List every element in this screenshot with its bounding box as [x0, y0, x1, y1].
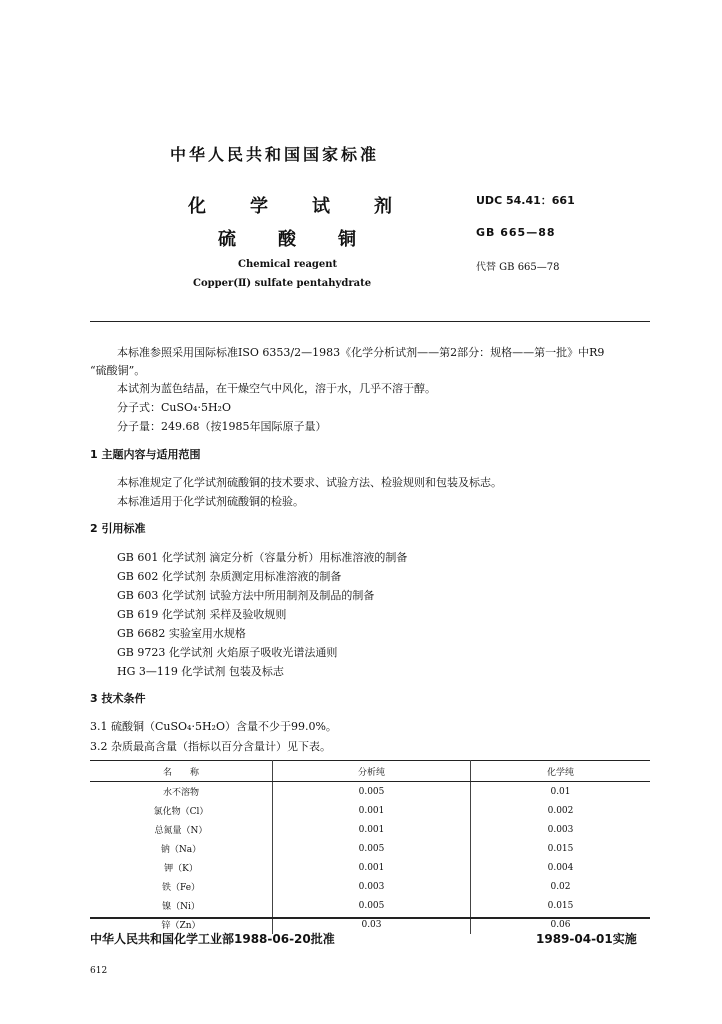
item-3-1: 3.1 硫酸铜（CuSO₄·5H₂O）含量不少于99.0%。 — [90, 720, 337, 733]
section-3-heading: 3 技术条件 — [90, 692, 146, 705]
molecular-weight: 分子量：249.68（按1985年国际原子量） — [117, 420, 327, 433]
table-cell: 0.02 — [550, 881, 571, 892]
reference-item: GB 6682 实验室用水规格 — [117, 627, 246, 640]
table-cell: 0.003 — [273, 877, 471, 896]
table-cell: 总氮量（N） — [90, 820, 273, 839]
table-row — [90, 896, 650, 915]
approval-statement: 中华人民共和国化学工业部1988-06-20批准 — [90, 932, 335, 946]
title-chemical-reagent: 化学试剂 — [188, 196, 436, 217]
table-cell: 0.06 — [550, 919, 571, 930]
reference-item: GB 601 化学试剂 滴定分析（容量分析）用标准溶液的制备 — [117, 551, 408, 564]
table-row — [90, 820, 650, 839]
table-cell: 0.01 — [550, 786, 571, 797]
table-row — [90, 839, 650, 858]
table-cell: 0.004 — [547, 862, 574, 873]
table-cell: 氯化物（Cl） — [90, 801, 273, 820]
table-cell: 0.03 — [273, 915, 471, 934]
table-cell: 水不溶物 — [90, 782, 273, 802]
table-cell: 0.005 — [273, 839, 471, 858]
intro-line-2: “硫酸铜”。 — [90, 364, 146, 377]
table-cell: 钾（K） — [90, 858, 273, 877]
footer-divider — [90, 917, 650, 919]
column-header-analytical-grade: 分析纯 — [273, 761, 471, 782]
udc-code: UDC 54.41：661 — [476, 194, 575, 207]
table-cell: 0.003 — [547, 824, 574, 835]
table-cell: 0.001 — [273, 858, 471, 877]
column-header-name: 名 称 — [90, 761, 273, 782]
reference-item: HG 3—119 化学试剂 包装及标志 — [117, 665, 284, 678]
intro-line-3: 本试剂为蓝色结晶，在干燥空气中风化，溶于水，几乎不溶于醇。 — [117, 382, 436, 395]
title-copper-sulfate: 硫酸铜 — [218, 229, 398, 250]
table-cell: 钠（Na） — [90, 839, 273, 858]
impurity-table — [90, 760, 650, 934]
gb-number: GB 665—88 — [476, 226, 556, 239]
reference-item: GB 603 化学试剂 试验方法中所用制剂及制品的制备 — [117, 589, 375, 602]
table-cell: 0.015 — [547, 843, 574, 854]
table-row — [90, 782, 650, 802]
replaces-standard: 代替 GB 665—78 — [476, 262, 560, 273]
item-3-2: 3.2 杂质最高含量（指标以百分含量计）见下表。 — [90, 740, 331, 753]
reference-item: GB 602 化学试剂 杂质测定用标准溶液的制备 — [117, 570, 342, 583]
english-title-line1: Chemical reagent — [238, 259, 338, 270]
reference-item: GB 9723 化学试剂 火焰原子吸收光谱法通则 — [117, 646, 338, 659]
table-row — [90, 801, 650, 820]
section-1-heading: 1 主题内容与适用范围 — [90, 448, 201, 461]
header-divider — [90, 321, 650, 322]
column-header-chemical-grade: 化学纯 — [471, 761, 651, 782]
intro-line-1: 本标准参照采用国际标准ISO 6353/2—1983《化学分析试剂——第2部分：规格——第一批》中R9 — [117, 346, 605, 359]
section-1-line-2: 本标准适用于化学试剂硫酸铜的检验。 — [117, 495, 304, 508]
table-cell: 镍（Ni） — [90, 896, 273, 915]
table-cell: 0.005 — [273, 782, 471, 802]
table-header-row — [90, 761, 650, 782]
table-cell: 0.001 — [273, 801, 471, 820]
implementation-date: 1989-04-01实施 — [536, 932, 637, 946]
reference-item: GB 619 化学试剂 采样及验收规则 — [117, 608, 287, 621]
english-title-line2: Copper(Ⅱ) sulfate pentahydrate — [193, 278, 372, 289]
table-cell: 0.002 — [547, 805, 574, 816]
table-cell: 0.015 — [547, 900, 574, 911]
page-number: 612 — [90, 966, 108, 976]
molecular-formula: 分子式：CuSO₄·5H₂O — [117, 401, 231, 414]
table-cell: 0.005 — [273, 896, 471, 915]
table-cell: 锌（Zn） — [90, 915, 273, 934]
table-row — [90, 858, 650, 877]
national-standard-heading: 中华人民共和国国家标准 — [170, 145, 380, 164]
table-row — [90, 877, 650, 896]
table-cell: 0.001 — [273, 820, 471, 839]
section-1-line-1: 本标准规定了化学试剂硫酸铜的技术要求、试验方法、检验规则和包装及标志。 — [117, 476, 502, 489]
table-cell: 铁（Fe） — [90, 877, 273, 896]
section-2-heading: 2 引用标准 — [90, 522, 146, 535]
